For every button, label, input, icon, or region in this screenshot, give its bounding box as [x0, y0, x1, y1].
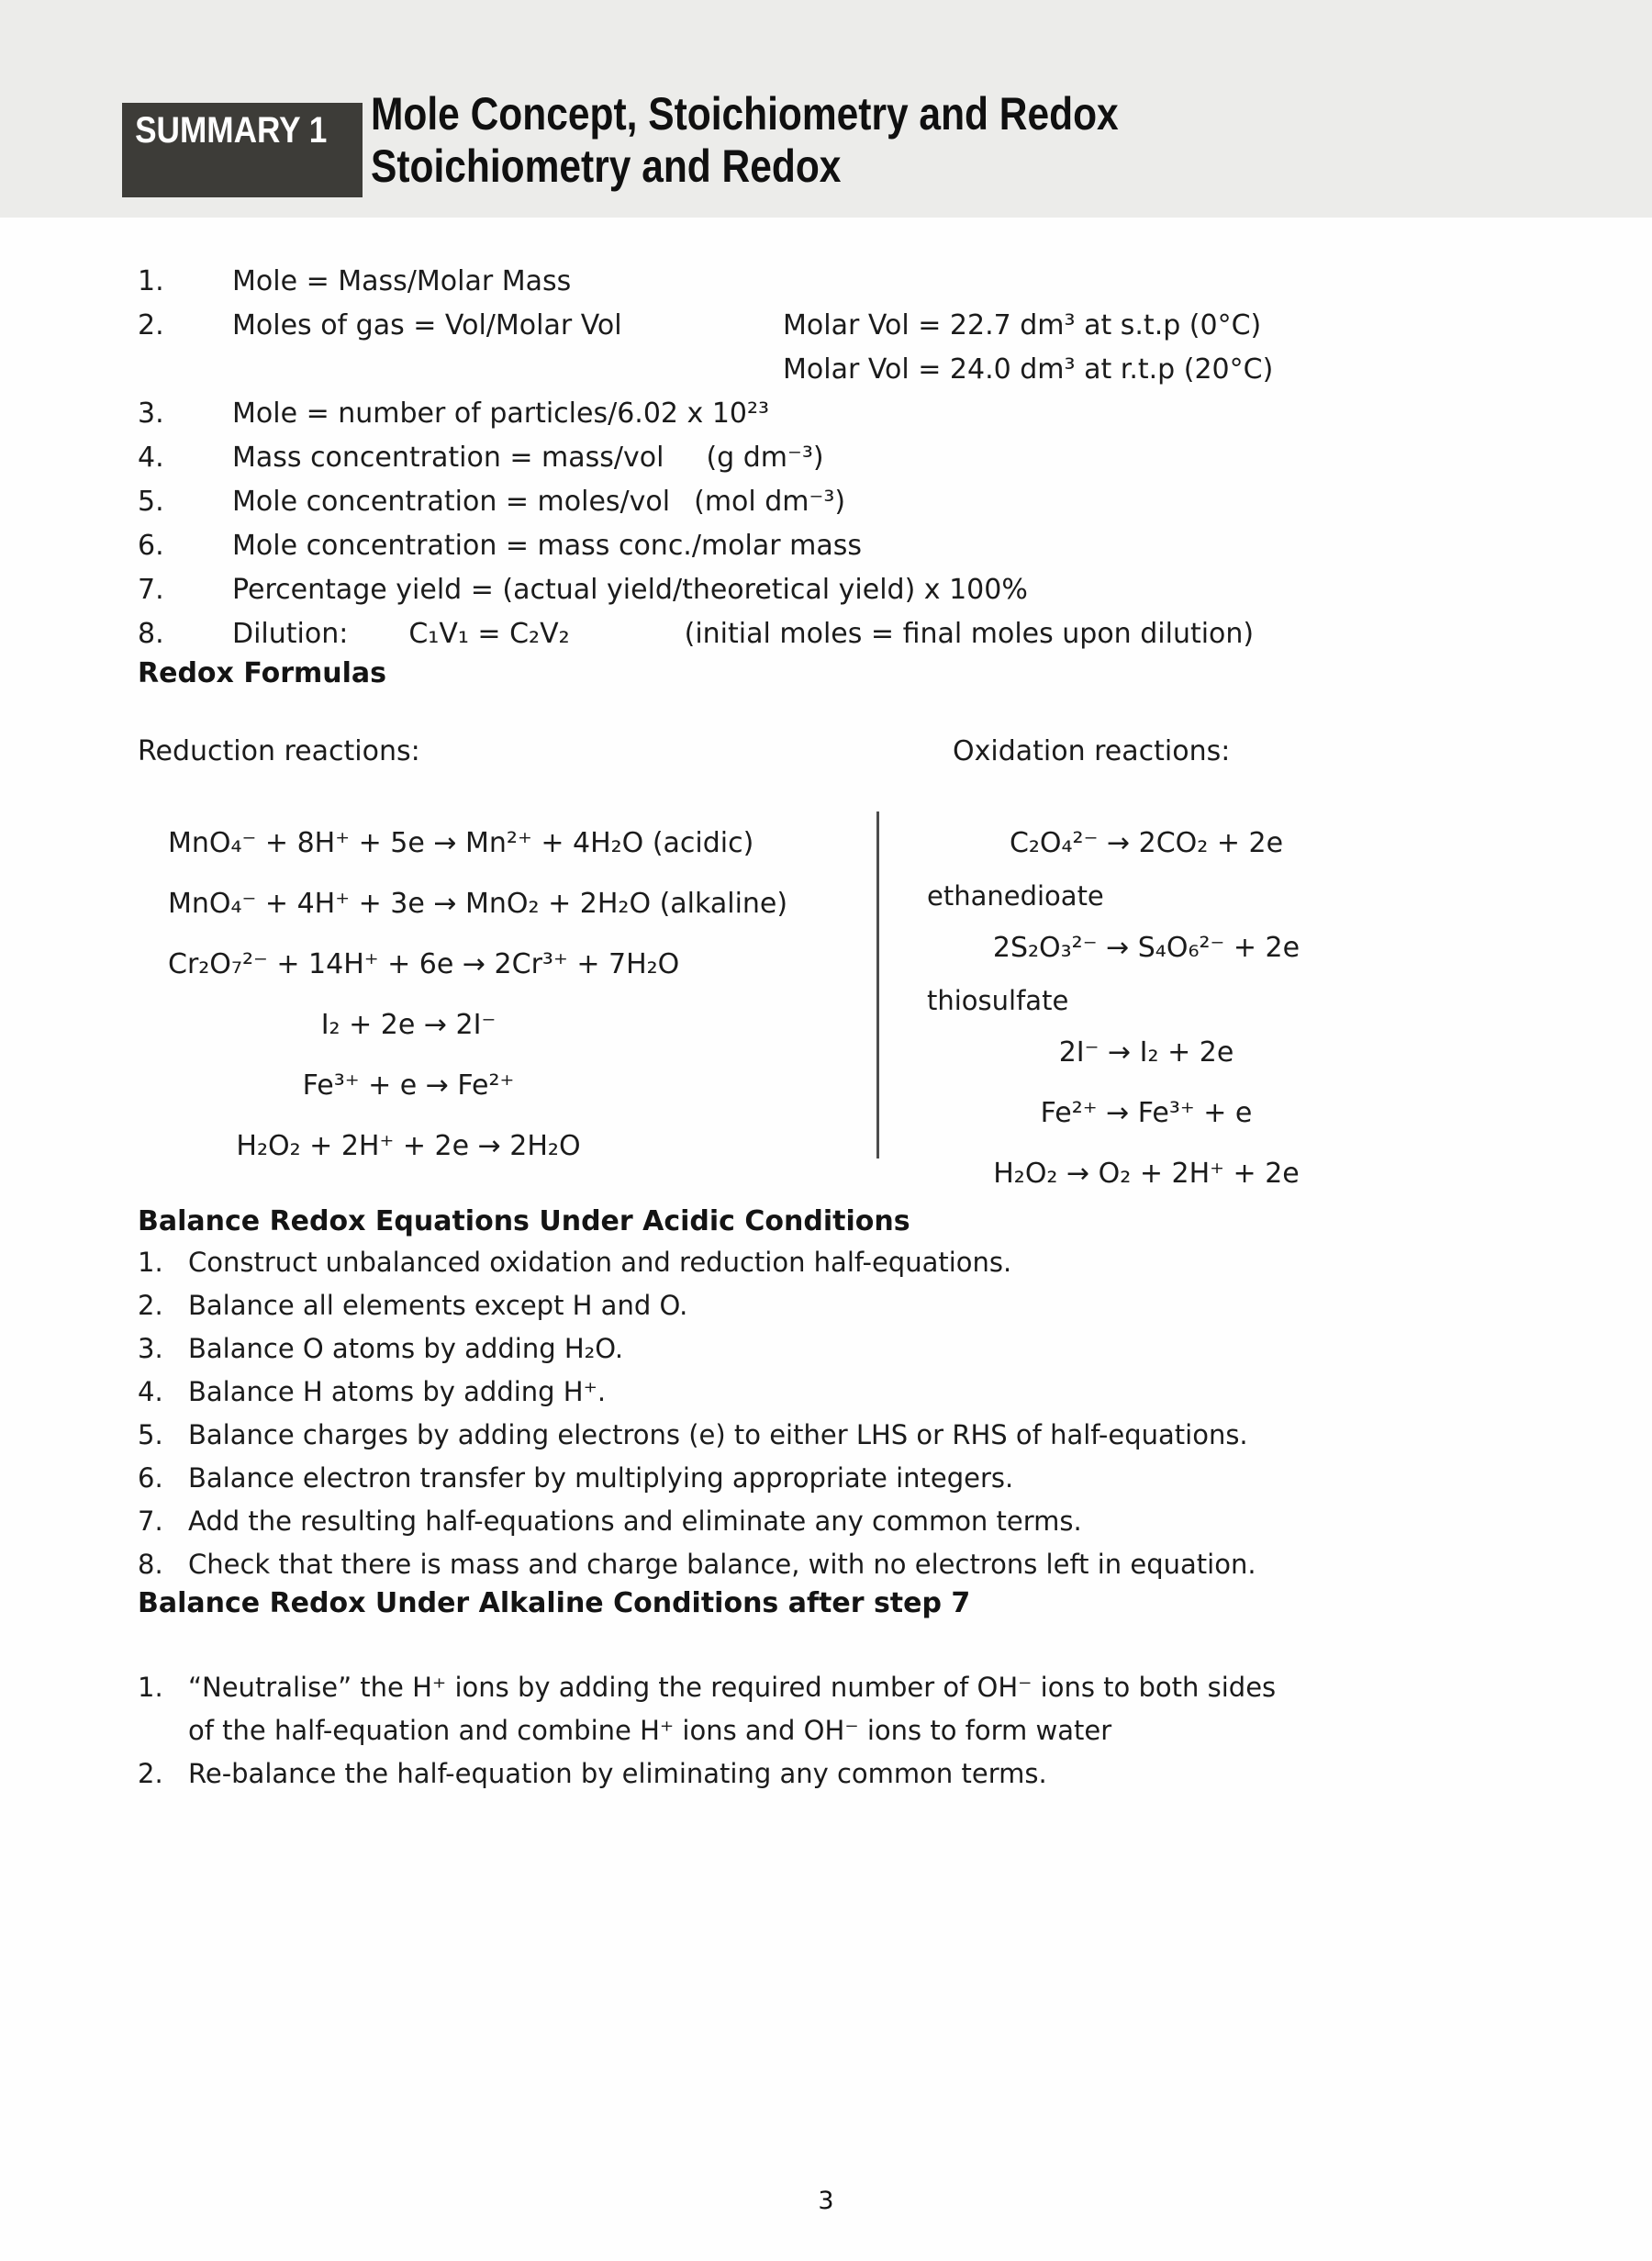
list-item-text: Balance charges by adding electrons (e) to either LHS or RHS of half-equations.	[188, 1419, 1248, 1450]
list-item	[138, 1241, 1514, 1284]
document-body	[0, 260, 1652, 1796]
list-item-text: Re-balance the half-equation by eliminating any common terms.	[188, 1758, 1047, 1789]
oxidation-column-title: Oxidation reactions:	[953, 735, 1231, 767]
alkaline-steps-list	[138, 1666, 1514, 1796]
list-item-number: 4.	[138, 442, 164, 474]
list-item-text: Dilution:	[232, 618, 349, 650]
equation-line: C₂O₄²⁻ → 2CO₂ + 2e	[1009, 827, 1284, 859]
reduction-column	[138, 806, 876, 1204]
oxidation-column	[879, 806, 1514, 1204]
equations-panel	[138, 806, 1514, 1204]
list-item	[138, 524, 1514, 568]
equation-line: Fe²⁺ → Fe³⁺ + e	[1040, 1097, 1253, 1129]
title-line-2: Stoichiometry and Redox	[371, 140, 842, 192]
molar-volume-notes	[783, 304, 1273, 392]
list-item-number: 2.	[138, 1290, 163, 1321]
list-item-text: Balance all elements except H and O.	[188, 1290, 688, 1321]
list-item	[138, 304, 1514, 392]
list-item-number: 8.	[138, 618, 164, 650]
list-item	[138, 436, 1514, 480]
summary-badge-label: SUMMARY 1	[135, 110, 328, 151]
list-item-number: 6.	[138, 530, 164, 562]
reduction-column-title: Reduction reactions:	[138, 735, 420, 767]
equation-line: MnO₄⁻ + 8H⁺ + 5e → Mn²⁺ + 4H₂O (acidic)	[168, 827, 754, 859]
list-item-text: Mole concentration = mass conc./molar mass	[232, 530, 862, 562]
equation-line: 2I⁻ → I₂ + 2e	[1058, 1036, 1234, 1069]
list-item-number: 1.	[138, 1247, 163, 1278]
list-item-number: 5.	[138, 1419, 163, 1450]
list-item-number: 6.	[138, 1462, 163, 1494]
equation-line: Fe³⁺ + e → Fe²⁺	[302, 1069, 515, 1102]
list-item-number: 1.	[138, 1672, 163, 1703]
list-item-text: Mole concentration = moles/vol	[232, 486, 671, 518]
list-item-text: “Neutralise” the H⁺ ions by adding the required number of OH⁻ ions to both sides of the half-equation and combine H⁺ ions and OH⁻ ions to form water	[188, 1672, 1277, 1746]
molar-vol-stp: Molar Vol = 22.7 dm³ at s.t.p (0°C)	[783, 309, 1262, 341]
list-item-text: Construct unbalanced oxidation and reduction half-equations.	[188, 1247, 1012, 1278]
list-item	[138, 1371, 1514, 1414]
page-title	[371, 88, 1119, 193]
equation-line: MnO₄⁻ + 4H⁺ + 3e → MnO₂ + 2H₂O (alkaline)	[168, 888, 788, 920]
title-line-1: Mole Concept, Stoichiometry and Redox	[371, 88, 1119, 140]
reaction-column-titles	[138, 735, 1514, 767]
redox-heading: Redox Formulas	[138, 657, 387, 689]
list-item-text: Balance O atoms by adding H₂O.	[188, 1333, 624, 1364]
list-item-number: 8.	[138, 1549, 163, 1580]
list-item	[138, 1666, 1514, 1752]
alkaline-heading: Balance Redox Under Alkaline Conditions after step 7	[138, 1587, 971, 1619]
species-label: ethanedioate	[927, 880, 1104, 912]
list-item-text: Check that there is mass and charge balance, with no electrons left in equation.	[188, 1549, 1256, 1580]
species-label: thiosulfate	[927, 985, 1069, 1016]
list-item	[138, 1752, 1514, 1796]
page-number: 3	[818, 2187, 834, 2215]
equation-line: 2S₂O₃²⁻ → S₄O₆²⁻ + 2e	[992, 932, 1300, 964]
acidic-steps-list	[138, 1241, 1514, 1586]
list-item	[138, 392, 1514, 436]
list-item	[138, 260, 1514, 304]
list-item-text: Percentage yield = (actual yield/theoretical yield) x 100%	[232, 574, 1028, 606]
mole-formula-list	[138, 260, 1514, 656]
acidic-heading: Balance Redox Equations Under Acidic Conditions	[138, 1205, 910, 1237]
dilution-formula: C₁V₁ = C₂V₂	[408, 618, 570, 650]
equation-line: Cr₂O₇²⁻ + 14H⁺ + 6e → 2Cr³⁺ + 7H₂O	[168, 948, 680, 980]
list-item-number: 3.	[138, 397, 164, 430]
list-item	[138, 612, 1514, 656]
equation-line: H₂O₂ + 2H⁺ + 2e → 2H₂O	[236, 1130, 581, 1162]
list-item	[138, 568, 1514, 612]
list-item-number: 7.	[138, 1505, 163, 1537]
list-item	[138, 480, 1514, 524]
list-item	[138, 1414, 1514, 1457]
page-header	[0, 0, 1652, 218]
list-item-note: (g dm⁻³)	[706, 442, 824, 474]
list-item	[138, 1284, 1514, 1327]
list-item-text: Balance electron transfer by multiplying appropriate integers.	[188, 1462, 1014, 1494]
list-item-note: (mol dm⁻³)	[694, 486, 846, 518]
list-item-text: Moles of gas = Vol/Molar Vol	[232, 309, 622, 341]
list-item-text: Add the resulting half-equations and eliminate any common terms.	[188, 1505, 1082, 1537]
list-item-number: 1.	[138, 265, 164, 297]
list-item-number: 2.	[138, 309, 164, 341]
list-item	[138, 1500, 1514, 1543]
list-item	[138, 1327, 1514, 1371]
list-item-number: 2.	[138, 1758, 163, 1789]
list-item-text: Mass concentration = mass/vol	[232, 442, 664, 474]
list-item-number: 4.	[138, 1376, 163, 1407]
list-item-number: 7.	[138, 574, 164, 606]
list-item	[138, 1543, 1514, 1586]
equation-line: I₂ + 2e → 2I⁻	[320, 1009, 497, 1041]
list-item-number: 3.	[138, 1333, 163, 1364]
list-item	[138, 1457, 1514, 1500]
list-item-text: Balance H atoms by adding H⁺.	[188, 1376, 607, 1407]
molar-vol-rtp: Molar Vol = 24.0 dm³ at r.t.p (20°C)	[783, 353, 1274, 386]
summary-badge	[122, 103, 363, 197]
list-item-note: (initial moles = final moles upon dilution)	[684, 618, 1255, 650]
list-item-number: 5.	[138, 486, 164, 518]
list-item-text: Mole = number of particles/6.02 x 10²³	[232, 397, 770, 430]
list-item-text: Mole = Mass/Molar Mass	[232, 265, 572, 297]
equation-line: H₂O₂ → O₂ + 2H⁺ + 2e	[993, 1158, 1300, 1190]
